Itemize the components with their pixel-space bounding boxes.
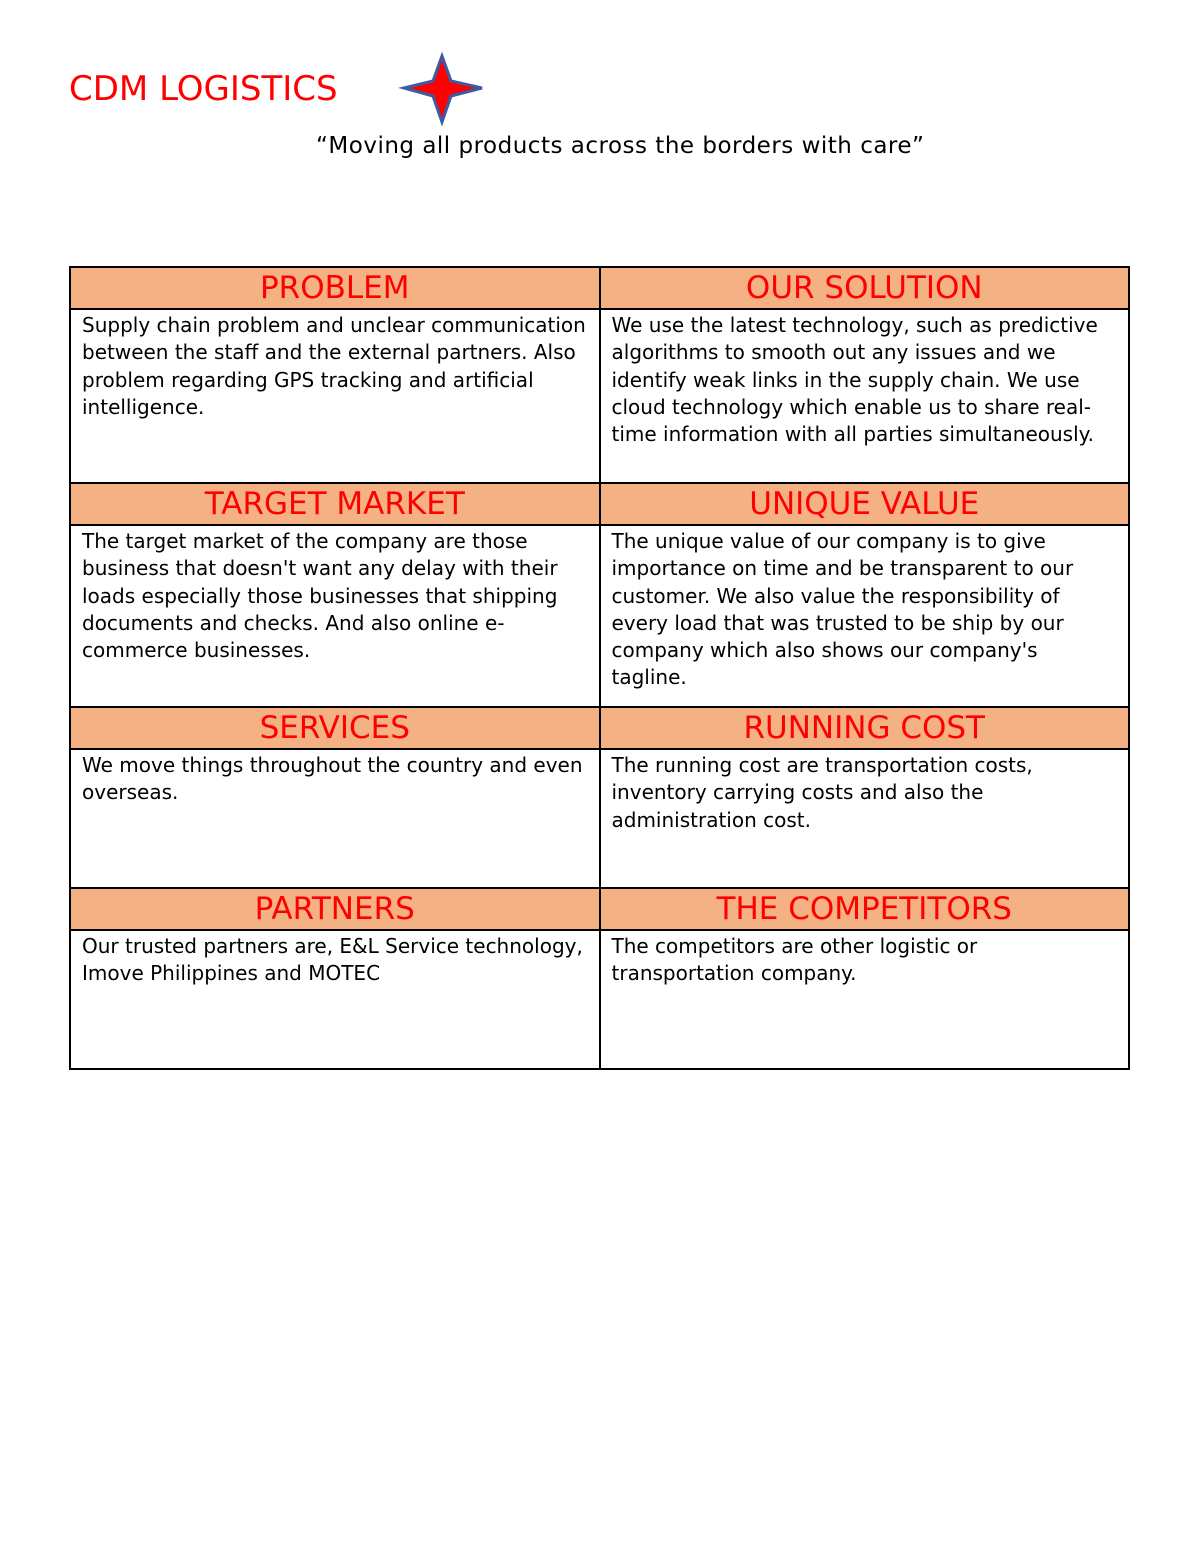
problem-heading: PROBLEM <box>70 267 600 309</box>
content-row <box>70 930 1129 1069</box>
heading-row <box>70 707 1129 749</box>
competitors-text: The competitors are other logistic or transportation company. <box>600 930 1130 1069</box>
competitors-heading: THE COMPETITORS <box>600 888 1130 930</box>
services-heading: SERVICES <box>70 707 600 749</box>
content-row <box>70 749 1129 888</box>
problem-text: Supply chain problem and unclear communication between the staff and the external partners. Also problem regarding GPS tracking and artificial intelligence. <box>70 309 600 483</box>
unique-value-heading: UNIQUE VALUE <box>600 483 1130 525</box>
four-point-star-icon <box>398 50 486 128</box>
target-market-heading: TARGET MARKET <box>70 483 600 525</box>
company-name: CDM LOGISTICS <box>69 69 338 109</box>
running-cost-heading: RUNNING COST <box>600 707 1130 749</box>
running-cost-text: The running cost are transportation costs, inventory carrying costs and also the administration cost. <box>600 749 1130 888</box>
heading-row <box>70 888 1129 930</box>
heading-row <box>70 267 1129 309</box>
content-row <box>70 309 1129 483</box>
content-row <box>70 525 1129 707</box>
lean-canvas-table <box>69 266 1130 1070</box>
partners-text: Our trusted partners are, E&L Service technology, Imove Philippines and MOTEC <box>70 930 600 1069</box>
unique-value-text: The unique value of our company is to give importance on time and be transparent to our customer. We also value the responsibility of every load that was trusted to be ship by our company which also shows our company's tagline. <box>600 525 1130 707</box>
services-text: We move things throughout the country and even overseas. <box>70 749 600 888</box>
solution-heading: OUR SOLUTION <box>600 267 1130 309</box>
solution-text: We use the latest technology, such as predictive algorithms to smooth out any issues and we identify weak links in the supply chain. We use cloud technology which enable us to share real-time information with all parties simultaneously. <box>600 309 1130 483</box>
heading-row <box>70 483 1129 525</box>
tagline: “Moving all products across the borders with care” <box>316 133 925 159</box>
target-market-text: The target market of the company are those business that doesn't want any delay with their loads especially those businesses that shipping documents and checks. And also online e-commerce businesses. <box>70 525 600 707</box>
partners-heading: PARTNERS <box>70 888 600 930</box>
